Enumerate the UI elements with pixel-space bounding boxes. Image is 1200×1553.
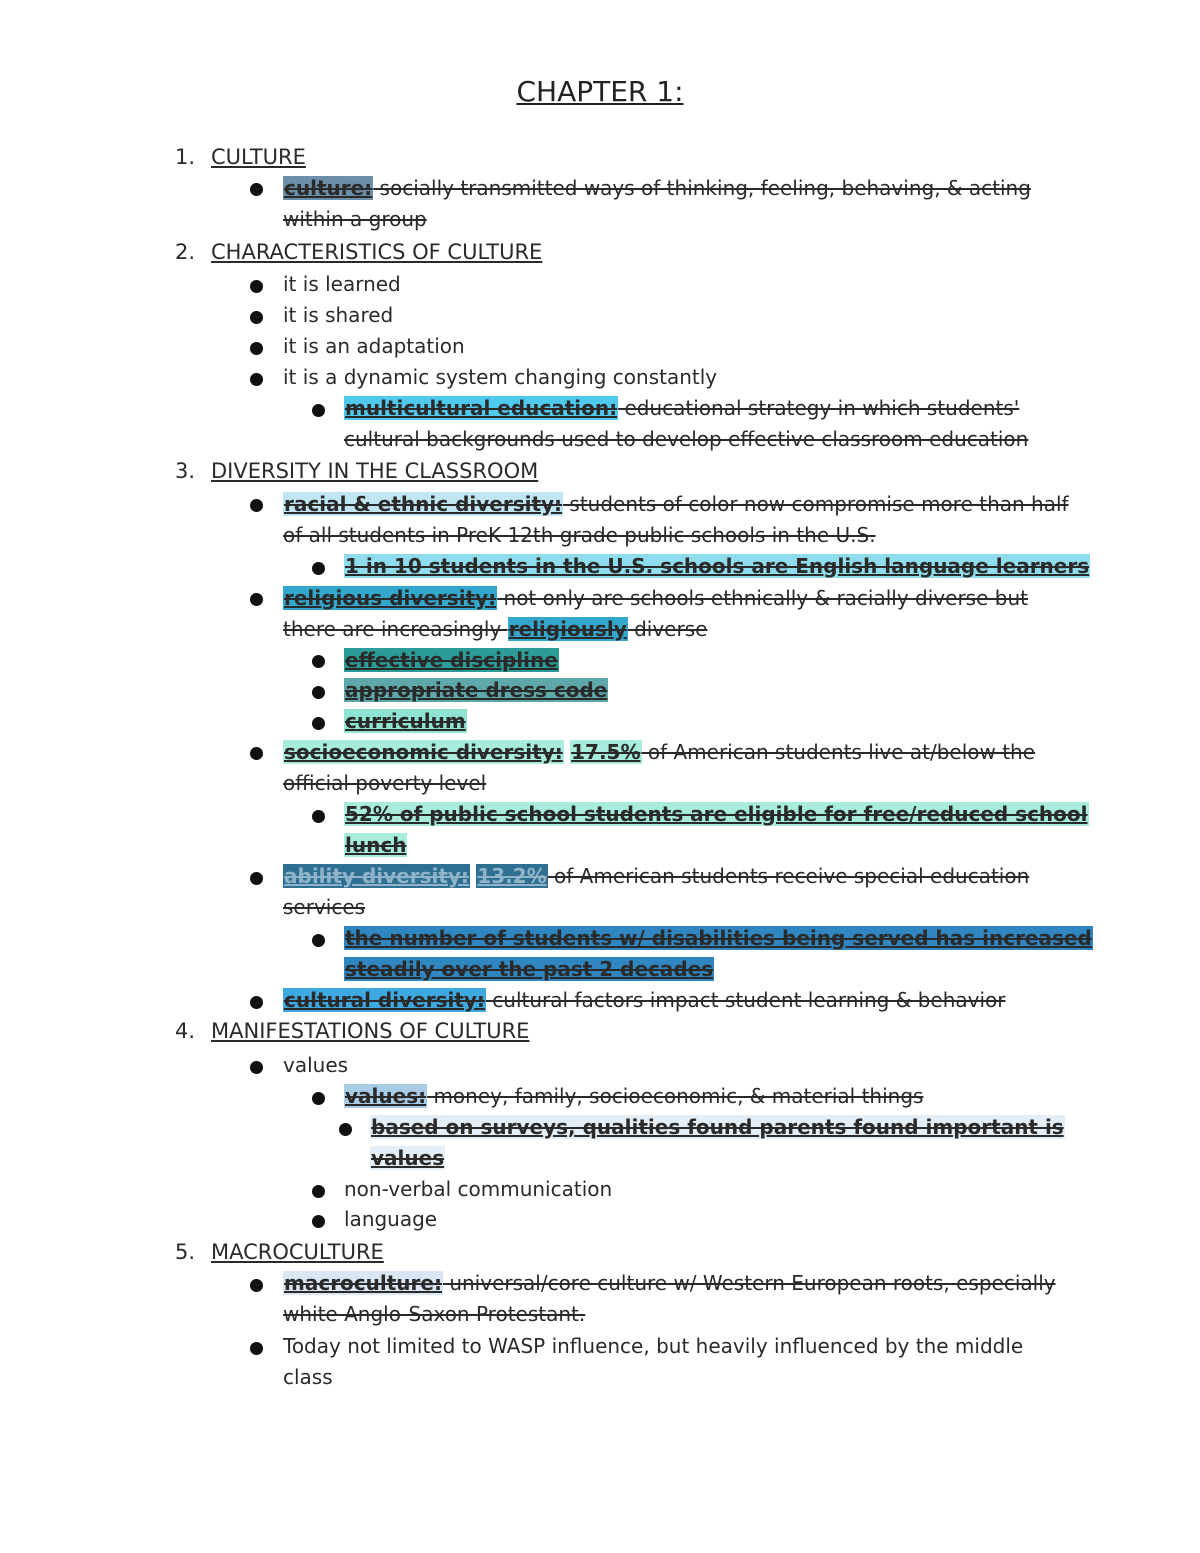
list-item-curriculum: curriculum <box>345 709 466 733</box>
list-item-ell: 1 in 10 students in the U.S. schools are English language learners <box>345 554 1090 578</box>
bullet-icon <box>250 872 263 885</box>
bullet-icon <box>312 934 325 947</box>
bullet-icon <box>250 373 263 386</box>
list-item-dress-code: appropriate dress code <box>345 678 608 702</box>
section-heading-characteristics: 2. CHARACTERISTICS OF CULTURE <box>175 240 543 264</box>
bullet-icon <box>250 996 263 1009</box>
bullet-icon <box>250 183 263 196</box>
section-heading-macroculture: 5. MACROCULTURE <box>175 1240 384 1264</box>
list-item-surveys-cont: values <box>371 1146 445 1170</box>
list-item-macroculture-cont: white Anglo-Saxon Protestant. <box>283 1302 586 1326</box>
list-item-racial: racial & ethnic diversity: students of color now compromise more than half <box>284 492 1069 516</box>
list-item-culture-def: culture: socially transmitted ways of thinking, feeling, behaving, & acting <box>284 176 1031 200</box>
list-item: it is a dynamic system changing constantly <box>283 365 718 389</box>
bullet-icon <box>250 1342 263 1355</box>
bullet-icon <box>250 1279 263 1292</box>
list-item-multicultural: multicultural education: educational strategy in which students' <box>345 396 1020 420</box>
list-item-values: values <box>283 1053 349 1077</box>
list-item-racial-cont: of all students in PreK 12th grade public schools in the U.S. <box>283 523 876 547</box>
list-item-socioeconomic: socioeconomic diversity: 17.5% of American students live at/below the <box>284 740 1036 764</box>
bullet-icon <box>250 747 263 760</box>
bullet-icon <box>250 342 263 355</box>
list-item-lunch-cont: lunch <box>345 833 407 857</box>
bullet-icon <box>250 311 263 324</box>
bullet-icon <box>312 686 325 699</box>
section-heading-manifestations: 4. MANIFESTATIONS OF CULTURE <box>175 1019 530 1043</box>
list-item-disabilities: the number of students w/ disabilities being served has increased <box>345 926 1092 950</box>
list-item: it is learned <box>283 272 401 296</box>
page-title: CHAPTER 1: <box>516 75 684 108</box>
bullet-icon <box>250 280 263 293</box>
list-item-effective-discipline: effective discipline <box>345 648 558 672</box>
list-item-cultural: cultural diversity: cultural factors impact student learning & behavior <box>284 988 1006 1012</box>
list-item-language: language <box>344 1207 438 1231</box>
bullet-icon <box>250 499 263 512</box>
bullet-icon <box>312 717 325 730</box>
section-heading-diversity: 3. DIVERSITY IN THE CLASSROOM <box>175 459 539 483</box>
bullet-icon <box>250 593 263 606</box>
bullet-icon <box>312 404 325 417</box>
bullet-icon <box>312 1092 325 1105</box>
bullet-icon <box>312 1215 325 1228</box>
list-item-religious-cont: there are increasingly religiously diverse <box>283 617 708 641</box>
list-item: it is shared <box>283 303 394 327</box>
list-item-ability-cont: services <box>283 895 366 919</box>
bullet-icon <box>250 1061 263 1074</box>
list-item-multicultural-cont: cultural backgrounds used to develop effective classroom education <box>344 427 1029 451</box>
bullet-icon <box>312 1185 325 1198</box>
bullet-icon <box>312 810 325 823</box>
list-item: it is an adaptation <box>283 334 465 358</box>
list-item-nonverbal: non-verbal communication <box>344 1177 613 1201</box>
list-item-lunch: 52% of public school students are eligible for free/reduced school <box>345 802 1088 826</box>
list-item-macroculture: macroculture: universal/core culture w/ Western European roots, especially <box>284 1271 1056 1295</box>
list-item-culture-def-cont: within a group <box>283 207 427 231</box>
list-item-today-cont: class <box>283 1365 333 1389</box>
bullet-icon <box>312 655 325 668</box>
list-item-ability: ability diversity: 13.2% of American students receive special education <box>284 864 1030 888</box>
list-item-disabilities-cont: steadily over the past 2 decades <box>345 957 714 981</box>
list-item-values-def: values: money, family, socioeconomic, & material things <box>345 1084 924 1108</box>
bullet-icon <box>312 562 325 575</box>
list-item-socioeconomic-cont: official poverty level <box>283 771 487 795</box>
section-heading-culture: 1. CULTURE <box>175 145 306 169</box>
bullet-icon <box>339 1123 352 1136</box>
list-item-surveys: based on surveys, qualities found parents found important is <box>371 1115 1064 1139</box>
list-item-today: Today not limited to WASP influence, but heavily influenced by the middle <box>283 1334 1024 1358</box>
list-item-religious: religious diversity: not only are schools ethnically & racially diverse but <box>284 586 1028 610</box>
